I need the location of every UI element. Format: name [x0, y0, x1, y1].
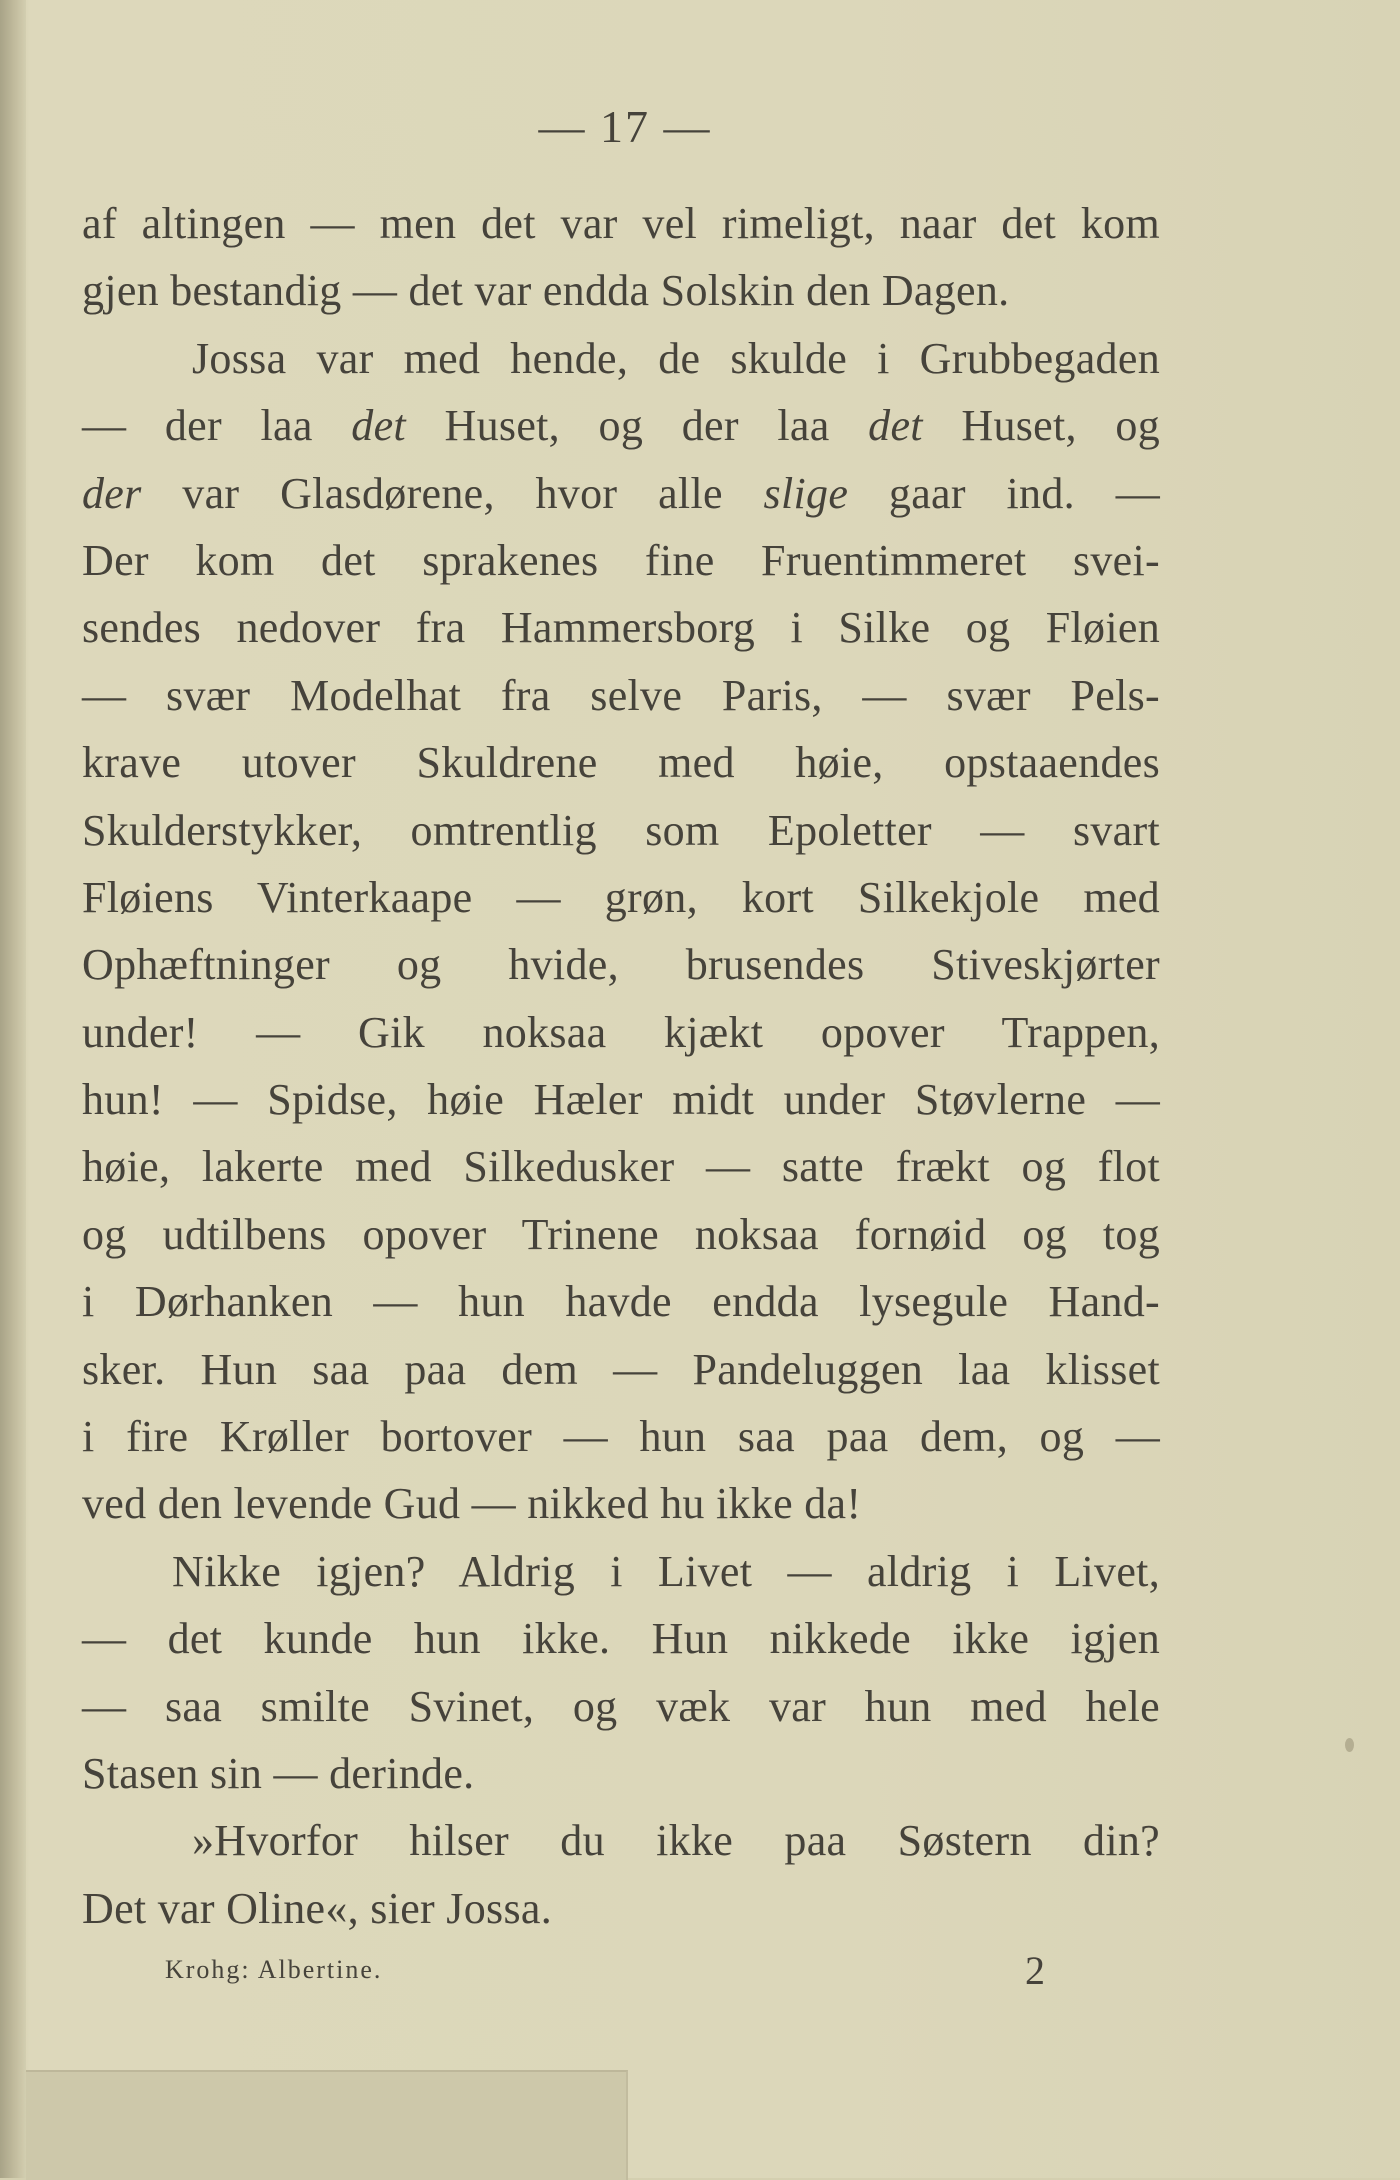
- text-line: Ophæftninger og hvide, brusendes Stiveskjørter: [82, 940, 1160, 990]
- text-line: Det var Oline«, sier Jossa.: [82, 1883, 552, 1933]
- text-line: Jossa var med hende, de skulde i Grubbegaden: [192, 333, 1160, 383]
- page-gutter: [0, 0, 26, 2178]
- emphasized-word: det: [351, 401, 406, 451]
- text-line: sker. Hun saa paa dem — Pandeluggen laa klisset: [82, 1344, 1160, 1394]
- text-line: i fire Krøller bortover — hun saa paa dem, og —: [82, 1412, 1160, 1462]
- text-line: — der laa det Huset, og der laa det Huset, og: [82, 401, 1160, 451]
- text-line: af altingen — men det var vel rimeligt, naar det kom: [82, 199, 1160, 248]
- text-line: Nikke igjen? Aldrig i Livet — aldrig i Livet,: [172, 1546, 1160, 1596]
- text-line: under! — Gik noksaa kjækt opover Trappen,: [82, 1007, 1160, 1057]
- text-line: Fløiens Vinterkaape — grøn, kort Silkekjole med: [82, 872, 1160, 922]
- text-line: i Dørhanken — hun havde endda lysegule Hand-: [82, 1277, 1160, 1327]
- text-line: der var Glasdørene, hvor alle slige gaar ind. —: [82, 468, 1160, 518]
- text-line: høie, lakerte med Silkedusker — satte frækt og flot: [82, 1142, 1160, 1192]
- text-line: — svær Modelhat fra selve Paris, — svær Pels-: [82, 670, 1160, 720]
- text-line: — saa smilte Svinet, og væk var hun med hele: [82, 1681, 1160, 1731]
- page-footer: [165, 1948, 1045, 1995]
- text-line: »Hvorfor hilser du ikke paa Søstern din?: [192, 1816, 1160, 1866]
- text-line: — det kunde hun ikke. Hun nikkede ikke igjen: [82, 1614, 1160, 1664]
- text-line: Der kom det sprakenes fine Fruentimmeret svei-: [82, 535, 1160, 585]
- page-edge-shadow: [26, 2070, 628, 2180]
- emphasized-word: slige: [763, 468, 849, 518]
- text-line: sendes nedover fra Hammersborg i Silke og Fløien: [82, 603, 1160, 653]
- text-line: hun! — Spidse, høie Hæler midt under Støvlerne —: [82, 1075, 1160, 1125]
- text-line: ved den levende Gud — nikked hu ikke da!: [82, 1479, 862, 1529]
- text-line: Stasen sin — derinde.: [82, 1748, 475, 1798]
- page-number: — 17 —: [538, 101, 712, 152]
- sheet-number: 2: [1025, 1948, 1045, 1993]
- text-line: gjen bestandig — det var endda Solskin den Dagen.: [82, 266, 1010, 316]
- emphasized-word: det: [868, 401, 923, 451]
- body-text: [82, 190, 1160, 1942]
- text-line: krave utover Skuldrene med høie, opstaaendes: [82, 738, 1160, 788]
- emphasized-word: der: [82, 468, 142, 518]
- text-line: Skulderstykker, omtrentlig som Epoletter — svart: [82, 805, 1160, 855]
- paper-speck: [1345, 1738, 1354, 1752]
- text-line: og udtilbens opover Trinene noksaa fornøid og tog: [82, 1209, 1160, 1259]
- footer-signature: Krohg: Albertine.: [165, 1955, 383, 1984]
